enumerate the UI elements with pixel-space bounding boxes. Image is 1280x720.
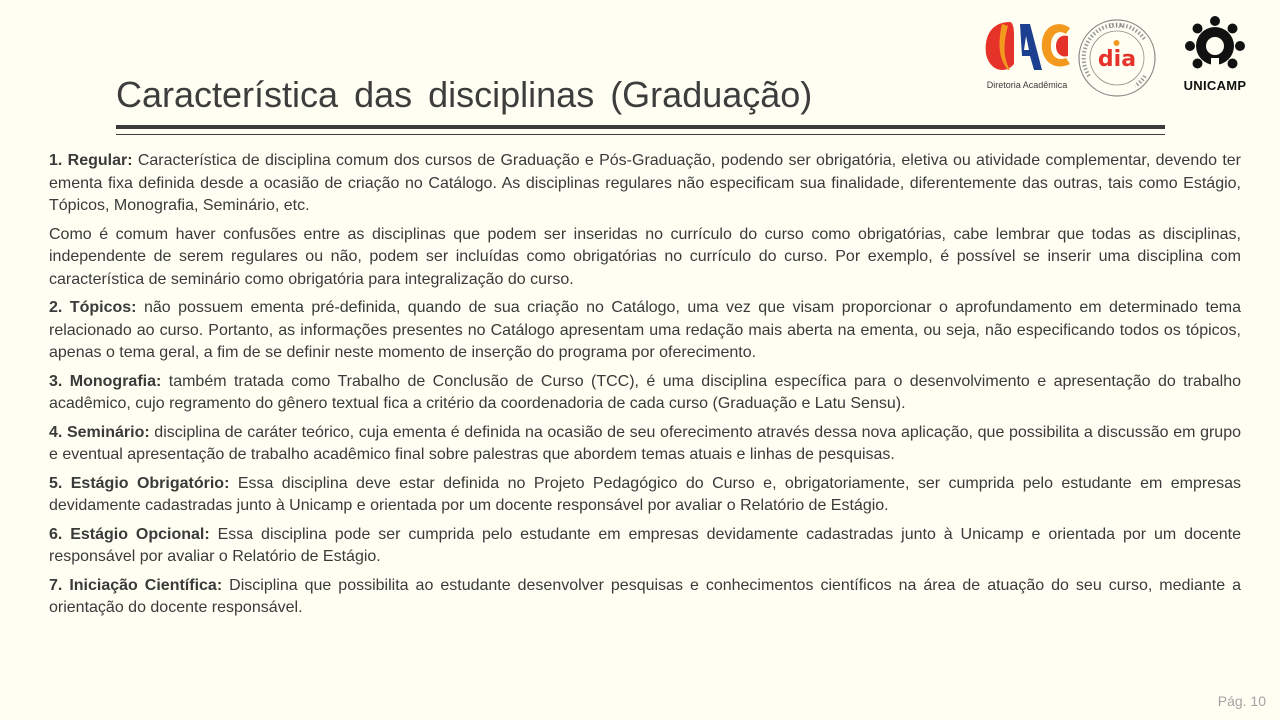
paragraph-regular — [49, 150, 1241, 218]
text-topicos: não possuem ementa pré-definida, quando de sua criação no Catálogo, uma vez que visam proporcionar o aprofundamento em determinado tema relacionado ao curso. Portanto, as informações presentes no Catálogo apresentam uma redação mais aberta na ementa, ou seja, não especificando todos os tópicos, apenas o tema geral, a fim de se definir neste momento de inserção do programa por oferecimento. — [49, 299, 1242, 361]
paragraph-estagio-obrigatorio — [49, 473, 1241, 518]
content-body — [49, 150, 1241, 626]
text-estagio-obrigatorio: Essa disciplina deve estar definida no Projeto Pedagógico do Curso e, obrigatoriamente, ser cumprida pelo estudante em empresas devidamente cadastradas junto à Unicamp e orientada por um docente responsável por avaliar o Relatório de Estágio. — [49, 474, 1241, 514]
logo-group — [980, 14, 1255, 96]
title-underline-thin — [116, 134, 1165, 135]
paragraph-iniciacao-cientifica — [49, 575, 1241, 620]
paragraph-obrigatorias-note — [49, 224, 1241, 292]
label-seminario: 4. Seminário: — [49, 423, 150, 441]
slide-title: Característica das disciplinas (Graduação) — [116, 74, 813, 115]
paragraph-monografia — [49, 371, 1241, 416]
label-estagio-obrigatorio: 5. Estágio Obrigatório: — [49, 474, 230, 492]
text-obrigatorias-note: Como é comum haver confusões entre as disciplinas que podem ser inseridas no currículo do curso como obrigatórias, cabe lembrar que todas as disciplinas, independente de serem regulares ou não, podem ser incluídas como obrigatórias no currículo do curso. Por exemplo, é possível se inserir uma disciplina com característica de seminário como obrigatória para integralização do curso. — [49, 225, 1241, 288]
paragraph-topicos — [49, 297, 1241, 365]
label-topicos: 2. Tópicos: — [49, 299, 137, 316]
title-underline-thick — [116, 125, 1165, 129]
svg-text:D.I.A.: D.I.A. — [1108, 23, 1126, 30]
text-iniciacao-cientifica: Disciplina que possibilita ao estudante desenvolver pesquisas e conhecimentos científicos na área de atuação do seu curso, mediante a orientação do docente responsável. — [49, 576, 1241, 616]
label-estagio-opcional: 6. Estágio Opcional: — [49, 525, 210, 543]
dia-logo — [1075, 16, 1159, 100]
svg-text:dia: dia — [1097, 47, 1137, 72]
unicamp-caption: UNICAMP — [1183, 78, 1247, 93]
text-estagio-opcional: Essa disciplina pode ser cumprida pelo estudante em empresas devidamente cadastradas junto à Unicamp e orientada por um docente responsável por avaliar o Relatório de Estágio. — [49, 525, 1242, 565]
paragraph-seminario — [49, 422, 1241, 467]
label-monografia: 3. Monografia: — [49, 372, 162, 390]
text-seminario: disciplina de caráter teórico, cuja ementa é definida na ocasião de seu oferecimento através dessa nova aplicação, que possibilita a discussão em grupo e eventual apresentação de trabalho acadêmico final sobre palestras que abordem temas atuais e linhas de pesquisas. — [49, 423, 1241, 463]
label-regular: 1. Regular: — [49, 152, 133, 169]
diretoria-academica-caption: Diretoria Acadêmica — [986, 80, 1068, 90]
page-number: Pág. 10 — [1217, 693, 1266, 709]
paragraph-estagio-opcional — [49, 524, 1241, 569]
text-regular: Característica de disciplina comum dos cursos de Graduação e Pós-Graduação, podendo ser obrigatória, eletiva ou atividade complementar, devendo ter ementa fixa definida desde a ocasião de criação no Catálogo. As disciplinas regulares não especificam sua finalidade, diferentemente das outras, tais como Estágio, Tópicos, Monografia, Seminário, etc. — [49, 152, 1241, 214]
label-iniciacao-cientifica: 7. Iniciação Científica: — [49, 576, 223, 594]
text-monografia: também tratada como Trabalho de Conclusão de Curso (TCC), é uma disciplina específica para o desenvolvimento e apresentação do trabalho acadêmico, cujo regramento do gênero textual fica a critério da coordenadoria de cada curso (Graduação e Latu Sensu). — [49, 372, 1242, 412]
